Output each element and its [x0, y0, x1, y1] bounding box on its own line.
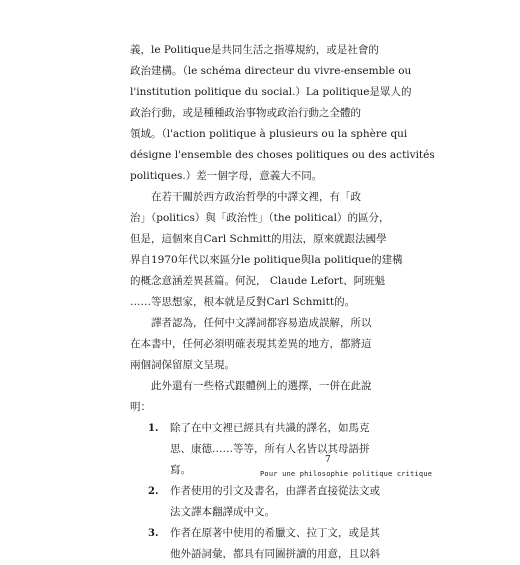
- list-number: 1.: [148, 423, 159, 434]
- text-line: 義，le Politique是共同生活之指導規約，或是社會的: [130, 44, 379, 56]
- text-line: 政治行動，或是種種政治事物或政治行動之全體的: [130, 107, 361, 119]
- text-line: 但是，這個來自Carl Schmitt的用法，原來就跟法國學: [130, 233, 387, 245]
- text-line: politiques.）差一個字母，意義大不同。: [130, 170, 323, 182]
- text-line: l'institution politique du social.）La politique是眾人的: [130, 86, 412, 98]
- page-number: 7: [325, 455, 331, 465]
- text-line: 寫。: [170, 464, 191, 476]
- text-line: 領域。（l'action politique à plusieurs ou la sphère qui: [130, 128, 408, 140]
- text-line: 他外語詞彙，都具有同圖拼讀的用意，且以斜: [170, 548, 380, 560]
- text-line: 思、康德……等等，所有人名皆以其母語拼: [170, 443, 370, 455]
- list-number: 2.: [148, 486, 159, 497]
- text-line: 作者使用的引文及書名，由譯者直接從法文或: [170, 485, 380, 497]
- text-line: 界自1970年代以來區分le politique與la politique的建構: [130, 254, 403, 266]
- main-text: [130, 40, 435, 565]
- text-line: 在本書中，任何必須明確表現其差異的地方，都將這: [130, 338, 372, 350]
- text-line: 兩個詞保留原文呈現。: [130, 359, 235, 371]
- text-line: ……等思想家，根本就是反對Carl Schmitt的。: [130, 296, 356, 308]
- text-line: 法文譯本翻譯成中文。: [170, 506, 275, 518]
- text-line: 此外還有一些格式跟體例上的選擇，一併在此說: [151, 380, 372, 392]
- text-line: 作者在原著中使用的希臘文、拉丁文，或是其: [170, 527, 380, 539]
- text-line: 的概念意涵差異甚篇。何況， Claude Lefort、阿班魁: [130, 275, 386, 287]
- text-line: 治」（politics）與「政治性」（the political）的區分，: [130, 212, 390, 224]
- list-item: [130, 481, 380, 523]
- text-line: 明：: [130, 401, 151, 413]
- text-line: 除了在中文裡已經具有共識的譯名，如馬克: [170, 422, 370, 434]
- running-footer: Pour une philosophie politique critique: [260, 470, 433, 478]
- list-item: [130, 523, 380, 565]
- text-line: 在若干關於西方政治哲學的中譯文裡，有「政: [151, 191, 361, 203]
- text-line: désigne l'ensemble des choses politiques ou des activités: [130, 149, 435, 161]
- numbered-list: [130, 418, 380, 565]
- list-number: 3.: [148, 528, 159, 539]
- text-line: 譯者認為，任何中文譯詞都容易造成誤解，所以: [151, 317, 372, 329]
- text-line: 政治建構。（le schéma directeur du vivre-ensemble ou: [130, 65, 412, 77]
